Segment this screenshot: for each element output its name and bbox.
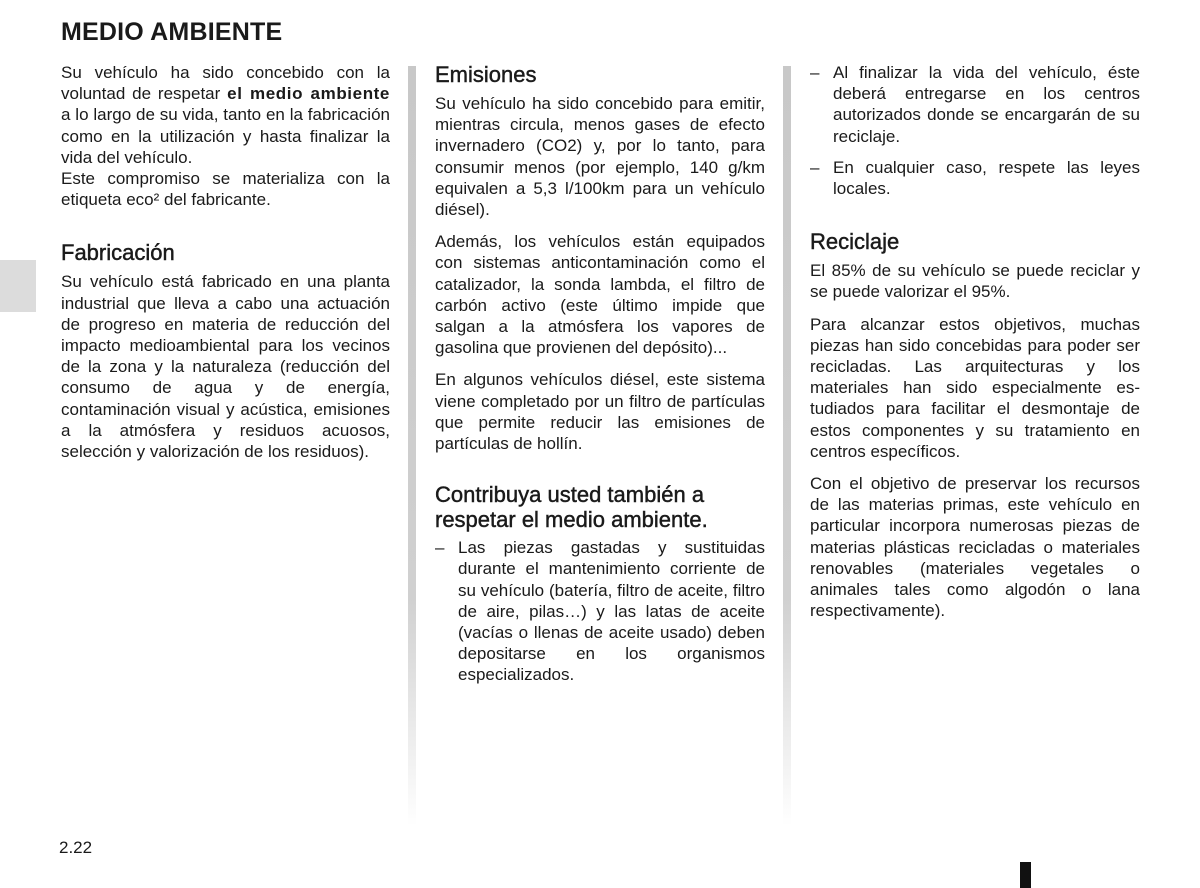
contribuya-heading: Contribuya usted también a respetar el medio ambiente. <box>435 482 708 533</box>
emisiones-paragraph-1: Su vehículo ha sido concebido para emitir, mientras circula, menos gases de efecto invernadero (CO2) y, por lo tanto, para consumir menos (por ejemplo, 140 g/km equivalen a 5,3 l/100km para un vehículo diésel). <box>435 94 765 220</box>
emisiones-paragraph-3: En algunos vehículos diésel, este sistema viene completado por un filtro de partículas que permite reducir las emisiones de partículas de hollín. <box>435 370 765 454</box>
intro-paragraph <box>61 62 390 168</box>
list-item <box>435 537 765 685</box>
intro-text-start: Su vehículo ha sido concebido con la voluntad de respetar <box>61 63 390 104</box>
reciclaje-paragraph-3: Con el objetivo de preservar los recursos de las materias primas, este vehículo en particular incorpora numerosas piezas de materias plásticas recicladas o materiales renovables (materiales vegetales o animales tales como algodón o lana respectivamente). <box>810 474 1140 621</box>
page-title: MEDIO AMBIENTE <box>61 18 283 46</box>
intro-text-end: a lo largo de su vida, tanto en la fabricación como en la utilización y hasta finalizar la vida del vehículo. <box>61 105 390 167</box>
list-item-text: Al finalizar la vida del vehículo, éste deberá entregarse en los centros autorizados donde se encargarán de su reciclaje. <box>833 63 1140 146</box>
intro-paragraph-2: Este compromiso se materializa con la etiqueta eco² del fabricante. <box>61 169 390 210</box>
reciclaje-heading: Reciclaje <box>810 229 900 255</box>
list-item-text: Las piezas gastadas y sustituidas durante el mantenimiento corriente de su vehículo (batería, filtro de aceite, filtro de aire, pilas…) y las latas de aceite (vacías o llenas de aceite usado) deben depositarse en los organismos especializados. <box>458 538 765 685</box>
intro-bold-text: el medio ambiente <box>227 84 390 104</box>
list-item-text: En cualquier caso, respete las leyes locales. <box>833 157 1140 199</box>
dash-marker: – <box>435 538 445 558</box>
column-divider-1 <box>408 66 416 826</box>
corner-marker <box>1020 862 1031 888</box>
fabricacion-heading: Fabricación <box>61 240 175 266</box>
reciclaje-paragraph-2: Para alcanzar estos objetivos, muchas piezas han sido concebidas para poder ser recicladas. Las arquitecturas y los materiales han sido especialmente estudiados para facilitar el desmontaje de estos componentes y su tratamiento en centros específicos. <box>810 314 1140 461</box>
list-item <box>810 157 1140 199</box>
emisiones-heading: Emisiones <box>435 62 537 87</box>
column-3 <box>810 62 1140 632</box>
list-item <box>810 62 1140 147</box>
page-number: 2.22 <box>59 838 93 857</box>
dash-marker: – <box>810 63 820 82</box>
column-divider-2 <box>783 66 791 826</box>
chapter-tab <box>0 260 36 312</box>
fabricacion-paragraph: Su vehículo está fabricado en una planta industrial que lleva a cabo una actuación de progreso en materia de reducción del impacto medioambiental para los vecinos de la zona y la naturaleza (reducción del consumo de agua y de energía, contaminación visual y acústica, emisiones a la atmósfera y residuos acuosos, selección y valorización de los residuos). <box>61 272 390 462</box>
reciclaje-paragraph-1: El 85% de su vehículo se puede reciclar y se puede valorizar el 95%. <box>810 261 1140 302</box>
column-2 <box>435 62 765 696</box>
column-1 <box>61 62 390 473</box>
dash-marker: – <box>810 157 820 177</box>
emisiones-paragraph-2: Además, los vehículos están equipados con sistemas anticontaminación como el catalizador, la sonda lambda, el filtro de carbón activo (este último impide que salgan a la atmósfera los vapores de gasolina que provienen del depósito)... <box>435 232 765 358</box>
